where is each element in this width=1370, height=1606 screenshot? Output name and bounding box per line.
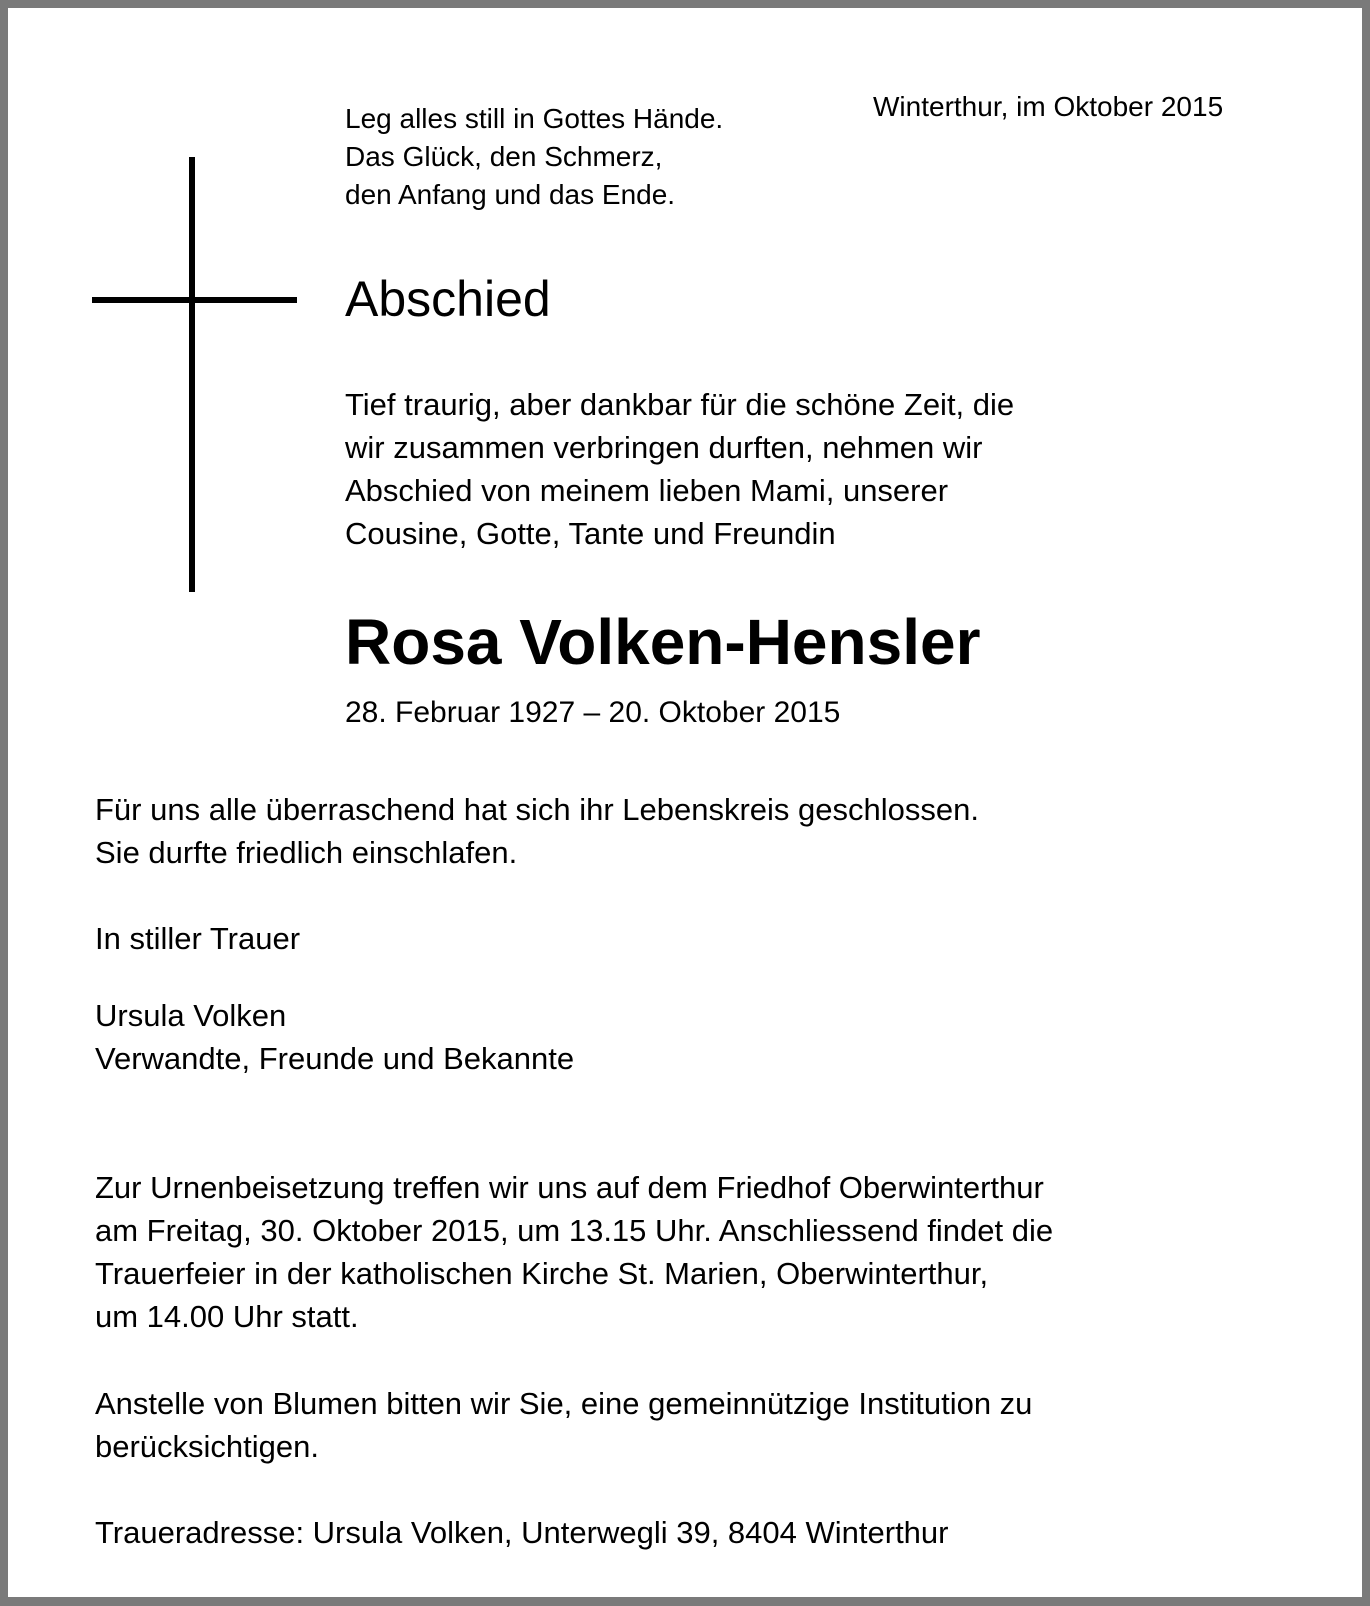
mourning-line: In stiller Trauer — [95, 921, 301, 956]
mourner: Verwandte, Freunde und Bekannte — [95, 1041, 575, 1076]
life-dates: 28. Februar 1927 – 20. Oktober 2015 — [345, 696, 841, 729]
mourner: Ursula Volken — [95, 998, 287, 1033]
flowers-line: Anstelle von Blumen bitten wir Sie, eine gemeinnützige Institution zu — [95, 1386, 1033, 1421]
intro-line: Cousine, Gotte, Tante und Freundin — [345, 516, 836, 551]
ceremony-line: Zur Urnenbeisetzung treffen wir uns auf dem Friedhof Oberwinterthur — [95, 1170, 1044, 1205]
ceremony-line: um 14.00 Uhr statt. — [95, 1299, 359, 1334]
cross-icon — [189, 157, 195, 592]
mourning-address: Traueradresse: Ursula Volken, Unterwegli 39, 8404 Winterthur — [95, 1515, 949, 1550]
closing-line: Für uns alle überraschend hat sich ihr Lebenskreis geschlossen. — [95, 792, 979, 827]
heading: Abschied — [345, 271, 551, 327]
intro-line: Tief traurig, aber dankbar für die schöne Zeit, die — [345, 387, 1015, 422]
deceased-name: Rosa Volken-Hensler — [345, 606, 981, 678]
place-date: Winterthur, im Oktober 2015 — [873, 91, 1224, 122]
flowers-line: berücksichtigen. — [95, 1429, 320, 1464]
intro-line: Abschied von meinem lieben Mami, unserer — [345, 473, 949, 508]
quote-line: Das Glück, den Schmerz, — [345, 141, 663, 172]
quote-line: den Anfang und das Ende. — [345, 179, 676, 210]
cross-icon-bar — [92, 297, 297, 303]
ceremony-line: am Freitag, 30. Oktober 2015, um 13.15 Uhr. Anschliessend findet die — [95, 1213, 1054, 1248]
closing-line: Sie durfte friedlich einschlafen. — [95, 835, 518, 870]
intro-line: wir zusammen verbringen durften, nehmen wir — [345, 430, 983, 465]
quote-line: Leg alles still in Gottes Hände. — [345, 103, 724, 134]
ceremony-line: Trauerfeier in der katholischen Kirche St. Marien, Oberwinterthur, — [95, 1256, 989, 1291]
obituary-page — [8, 8, 1362, 1597]
